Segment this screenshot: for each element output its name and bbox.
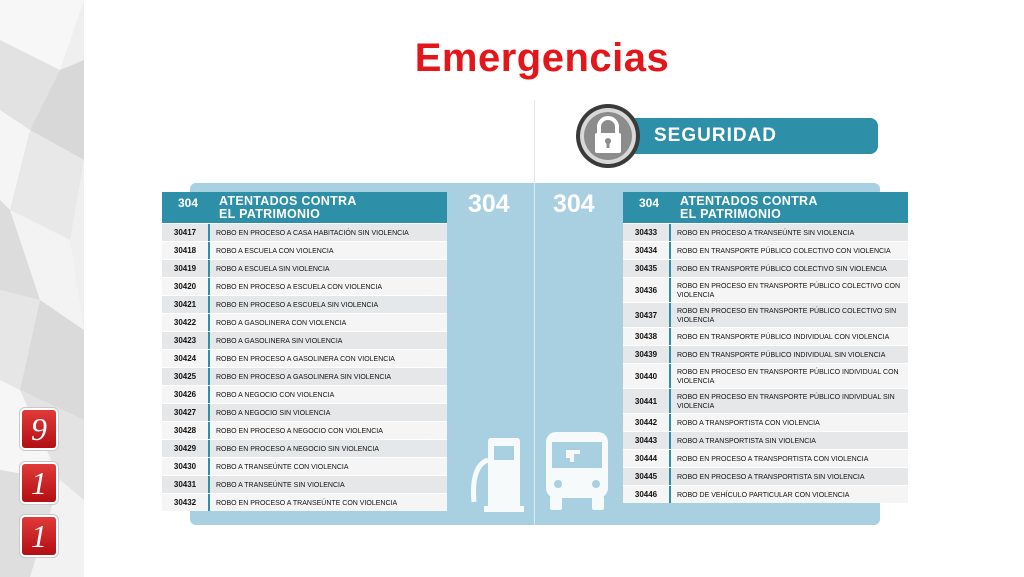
table-row bbox=[623, 485, 908, 503]
row-code: 30419 bbox=[162, 260, 210, 277]
row-description: ROBO EN PROCESO EN TRANSPORTE PÚBLICO INDIVIDUAL CON VIOLENCIA bbox=[677, 369, 899, 385]
row-code: 30438 bbox=[623, 328, 671, 345]
row-code: 30421 bbox=[162, 296, 210, 313]
row-code: 30443 bbox=[623, 432, 671, 449]
table-row bbox=[623, 223, 908, 241]
table-header-title: ATENTADOS CONTRA EL PATRIMONIO bbox=[680, 194, 818, 221]
row-description: ROBO EN PROCESO EN TRANSPORTE PÚBLICO COLECTIVO SIN VIOLENCIA bbox=[677, 308, 897, 324]
row-code: 30441 bbox=[623, 389, 671, 413]
row-code: 30444 bbox=[623, 450, 671, 467]
table-row bbox=[162, 439, 447, 457]
row-code: 30432 bbox=[162, 494, 210, 511]
row-code: 30440 bbox=[623, 364, 671, 388]
row-code: 30425 bbox=[162, 368, 210, 385]
table-header-title: ATENTADOS CONTRA EL PATRIMONIO bbox=[219, 194, 357, 221]
row-description: ROBO EN PROCESO A TRANSEÚNTE CON VIOLENCIA bbox=[216, 500, 398, 507]
table-row bbox=[623, 327, 908, 345]
row-code: 30442 bbox=[623, 414, 671, 431]
bus-icon bbox=[546, 432, 608, 510]
row-description: ROBO EN TRANSPORTE PÚBLICO COLECTIVO SIN VIOLENCIA bbox=[677, 266, 887, 273]
row-code: 30433 bbox=[623, 224, 671, 241]
row-description: ROBO A TRANSPORTISTA SIN VIOLENCIA bbox=[677, 438, 816, 445]
row-code: 30426 bbox=[162, 386, 210, 403]
panel-number-left: 304 bbox=[468, 190, 510, 218]
table-row bbox=[162, 493, 447, 511]
row-description: ROBO A NEGOCIO CON VIOLENCIA bbox=[216, 392, 335, 399]
row-description: ROBO EN PROCESO A GASOLINERA CON VIOLENCIA bbox=[216, 356, 395, 363]
row-description: ROBO A ESCUELA CON VIOLENCIA bbox=[216, 248, 334, 255]
row-code: 30435 bbox=[623, 260, 671, 277]
table-row bbox=[162, 349, 447, 367]
table-row bbox=[623, 241, 908, 259]
table-row bbox=[162, 457, 447, 475]
row-code: 30424 bbox=[162, 350, 210, 367]
row-code: 30445 bbox=[623, 468, 671, 485]
codes-table-right bbox=[623, 192, 908, 503]
row-code: 30437 bbox=[623, 303, 671, 327]
row-code: 30431 bbox=[162, 476, 210, 493]
page-title: Emergencias bbox=[414, 36, 670, 80]
badge-digit-1-second: 1 bbox=[22, 517, 56, 555]
row-description: ROBO EN PROCESO A NEGOCIO CON VIOLENCIA bbox=[216, 428, 383, 435]
table-row bbox=[162, 295, 447, 313]
table-row bbox=[623, 363, 908, 388]
row-code: 30418 bbox=[162, 242, 210, 259]
row-description: ROBO EN TRANSPORTE PÚBLICO INDIVIDUAL CON VIOLENCIA bbox=[677, 334, 890, 341]
table-row bbox=[623, 259, 908, 277]
table-row bbox=[162, 223, 447, 241]
table-row bbox=[162, 241, 447, 259]
table-row bbox=[623, 431, 908, 449]
row-code: 30417 bbox=[162, 224, 210, 241]
row-code: 30436 bbox=[623, 278, 671, 302]
row-description: ROBO EN PROCESO A TRANSPORTISTA CON VIOLENCIA bbox=[677, 456, 869, 463]
row-description: ROBO EN TRANSPORTE PÚBLICO COLECTIVO CON VIOLENCIA bbox=[677, 248, 891, 255]
row-description: ROBO EN PROCESO A CASA HABITACIÓN SIN VIOLENCIA bbox=[216, 230, 409, 237]
fuel-pump-icon bbox=[474, 438, 524, 512]
table-row bbox=[162, 313, 447, 331]
row-code: 30423 bbox=[162, 332, 210, 349]
row-description: ROBO EN PROCESO EN TRANSPORTE PÚBLICO INDIVIDUAL SIN VIOLENCIA bbox=[677, 394, 895, 410]
row-description: ROBO A NEGOCIO SIN VIOLENCIA bbox=[216, 410, 331, 417]
row-description: ROBO A TRANSEÚNTE SIN VIOLENCIA bbox=[216, 482, 345, 489]
badge-digit-1: 1 bbox=[22, 464, 56, 502]
decorative-side-pattern bbox=[0, 0, 84, 577]
table-body bbox=[623, 223, 908, 503]
badge-digit-9: 9 bbox=[22, 410, 56, 448]
table-row bbox=[623, 302, 908, 327]
row-description: ROBO EN PROCESO A GASOLINERA SIN VIOLENCIA bbox=[216, 374, 392, 381]
table-header bbox=[623, 192, 908, 223]
table-row bbox=[623, 413, 908, 431]
row-description: ROBO EN PROCESO A NEGOCIO SIN VIOLENCIA bbox=[216, 446, 379, 453]
row-description: ROBO A ESCUELA SIN VIOLENCIA bbox=[216, 266, 330, 273]
row-code: 30428 bbox=[162, 422, 210, 439]
table-row bbox=[162, 421, 447, 439]
row-description: ROBO EN PROCESO A ESCUELA CON VIOLENCIA bbox=[216, 284, 383, 291]
row-description: ROBO EN PROCESO A TRANSPORTISTA SIN VIOLENCIA bbox=[677, 474, 865, 481]
table-row bbox=[623, 467, 908, 485]
table-row bbox=[162, 259, 447, 277]
row-description: ROBO EN PROCESO EN TRANSPORTE PÚBLICO COLECTIVO CON VIOLENCIA bbox=[677, 283, 901, 299]
row-code: 30439 bbox=[623, 346, 671, 363]
row-code: 30427 bbox=[162, 404, 210, 421]
row-description: ROBO A GASOLINERA CON VIOLENCIA bbox=[216, 320, 347, 327]
table-header-code: 304 bbox=[178, 196, 199, 210]
table-header-code: 304 bbox=[639, 196, 660, 210]
table-body bbox=[162, 223, 447, 511]
section-label: SEGURIDAD bbox=[654, 125, 778, 146]
row-description: ROBO A TRANSEÚNTE CON VIOLENCIA bbox=[216, 464, 349, 471]
table-row bbox=[162, 367, 447, 385]
row-code: 30422 bbox=[162, 314, 210, 331]
row-code: 30420 bbox=[162, 278, 210, 295]
table-row bbox=[162, 475, 447, 493]
table-row bbox=[162, 403, 447, 421]
codes-table-left bbox=[162, 192, 447, 511]
table-row bbox=[623, 388, 908, 413]
row-description: ROBO A GASOLINERA SIN VIOLENCIA bbox=[216, 338, 343, 345]
table-row bbox=[623, 277, 908, 302]
row-code: 30446 bbox=[623, 486, 671, 503]
table-row bbox=[162, 385, 447, 403]
table-row bbox=[162, 277, 447, 295]
row-code: 30429 bbox=[162, 440, 210, 457]
lock-icon bbox=[575, 103, 641, 169]
row-description: ROBO A TRANSPORTISTA CON VIOLENCIA bbox=[677, 420, 820, 427]
decor-icons bbox=[466, 430, 616, 517]
row-description: ROBO EN PROCESO A TRANSEÚNTE SIN VIOLENCIA bbox=[677, 230, 855, 237]
row-code: 30434 bbox=[623, 242, 671, 259]
panel-number-right: 304 bbox=[553, 190, 595, 218]
table-row bbox=[623, 345, 908, 363]
row-description: ROBO EN TRANSPORTE PÚBLICO INDIVIDUAL SIN VIOLENCIA bbox=[677, 352, 886, 359]
row-description: ROBO DE VEHÍCULO PARTICULAR CON VIOLENCIA bbox=[677, 492, 850, 499]
table-row bbox=[162, 331, 447, 349]
row-code: 30430 bbox=[162, 458, 210, 475]
row-description: ROBO EN PROCESO A ESCUELA SIN VIOLENCIA bbox=[216, 302, 379, 309]
table-header bbox=[162, 192, 447, 223]
divider-line bbox=[534, 100, 535, 190]
table-row bbox=[623, 449, 908, 467]
